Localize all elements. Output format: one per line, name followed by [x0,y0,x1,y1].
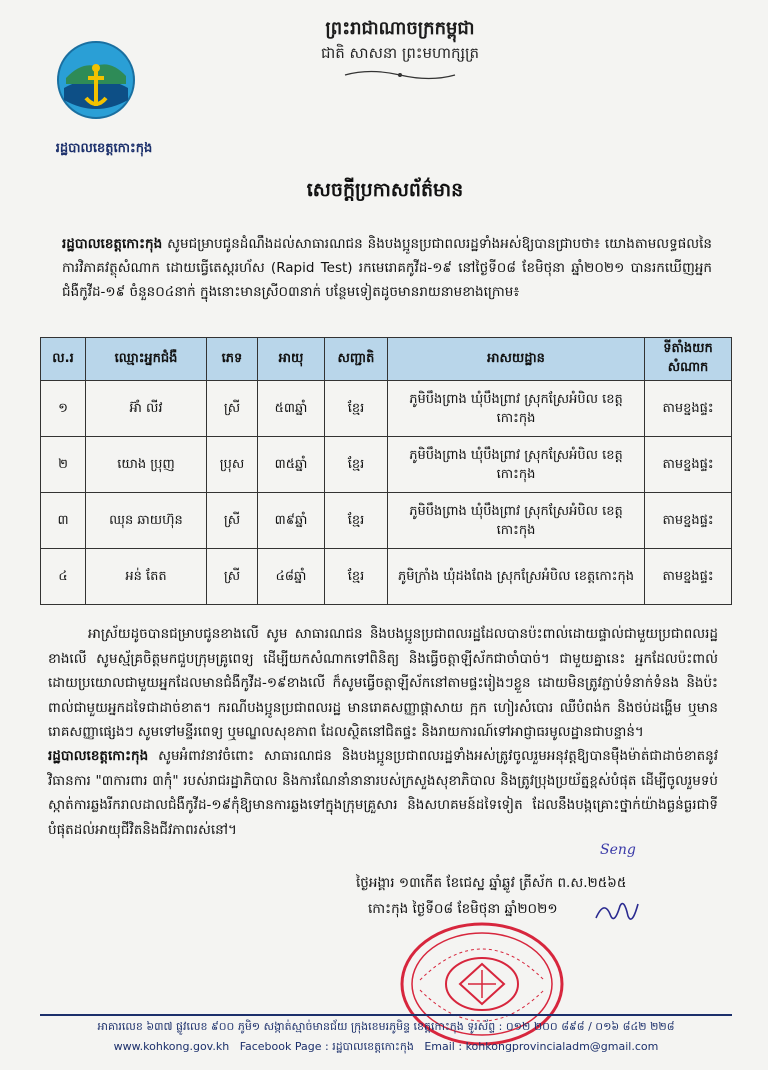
cell-sex: ស្រី [207,381,258,437]
header-nationality: សញ្ជាតិ [325,338,388,381]
cell-sample-location: តាមខ្នងផ្ទះ [645,381,732,437]
cell-name: ឈុន ឆាយហ៊ុន [86,493,207,549]
cell-age: ៥៣ឆ្នាំ [258,381,325,437]
solar-date: កោះកុង ថ្ងៃទី០៨ ខែមិថុនា ឆ្នាំ២០២១ [368,901,558,917]
province-logo-icon [56,40,136,120]
governor-signature [592,896,642,930]
cell-name: អ៊ាំ លីវ [86,381,207,437]
header-age: អាយុ [258,338,325,381]
footer-email-label: Email : [424,1040,463,1053]
cases-table [40,337,732,605]
footer-address: អាគារលេខ ៦៣៧ ផ្លូវលេខ ៩០០ ភូមិ១ សង្កាត់ស្មាច់មានជ័យ ក្រុងខេមរភូមិន្ទ ខេត្តកោះកុង ទូរស័ព្ទ : ០១២ ២០០ ៨៩៨ / ០១៦ ៨៤២ ២២៨ [97,1020,675,1033]
appeal-text: សូមអំពាវនាវចំពោះ សាធារណជន និងបងប្អូនប្រជាពលរដ្ឋទាំងអស់ត្រូវចូលរួមអនុវត្តឱ្យបានម៉ឺងម៉ាត់ជាដាច់ខាតនូវវិធានការ "៣ការពារ ៣កុំ" របស់រាជរដ្ឋាភិបាល និងការណែនាំនានារបស់ក្រសួងសុខាភិបាល និងត្រូវប្រុងប្រយ័ត្នខ្ពស់បំផុត ដើម្បីចូលរួមទប់ស្កាត់ការឆ្លងរីករាលដាលជំងឺកូវីដ-១៩កុំឱ្យមានការឆ្លងទៅក្នុងក្រុមគ្រួសារ និងសហគមន៍ដទៃទៀត ដែលនឹងបង្កគ្រោះថ្នាក់យ៉ាងធ្ងន់ធ្ងរជាទីបំផុតដល់អាយុជីវិតនិងជីវភាពរស់នៅ។ [48,748,718,838]
cell-age: ៤៨ឆ្នាំ [258,549,325,605]
cell-nationality: ខ្មែរ [325,381,388,437]
header-no: ល.រ [41,338,86,381]
table-row [41,437,732,493]
cell-no: ៣ [41,493,86,549]
cell-no: ៤ [41,549,86,605]
footer-divider [40,1014,732,1016]
signature-text: Seng [600,842,636,858]
footer-website-link[interactable]: www.kohkong.gov.kh [113,1040,230,1053]
cell-no: ១ [41,381,86,437]
cell-sex: ស្រី [207,549,258,605]
page-title: សេចក្ដីប្រកាសព័ត៌មាន [306,179,464,201]
header-sample-location: ទីតាំងយកសំណាក [645,338,732,381]
header-ornament [340,68,460,82]
appeal-lead: រដ្ឋបាលខេត្តកោះកុង [48,748,149,764]
table-row [41,549,732,605]
advice-paragraph: អាស្រ័យដូចបានជម្រាបជូនខាងលើ សូម សាធារណជន និងបងប្អូនប្រជាពលរដ្ឋដែលបានប៉ះពាល់ដោយផ្ទាល់ជាមួយប្រជាពលរដ្ឋខាងលើ សូមស្ម័គ្រចិត្តមកជួបក្រុមគ្រូពេទ្យ ដើម្បីយកសំណាកទៅពិនិត្យ និងធ្វើចត្តាឡីស័កជាចាំបាច់។ ជាមួយគ្នានេះ អ្នកដែលប៉ះពាល់ដោយប្រយោលជាមួយអ្នកដែលមានជំងឺកូវីដ-១៩ខាងលើ ក៏សូមធ្វើចត្តាឡីស័កនៅតាមផ្ទះរៀងៗខ្លួន ដោយមិនត្រូវភ្ជាប់ទំនាក់ទំនង និងប៉ះពាល់ជាមួយអ្នកដទៃជាដាច់ខាត។ ករណីបងប្អូនប្រជាពលរដ្ឋ មានរោគសញ្ញាផ្តាសាយ ក្អក ហៀរសំបោរ ឈឺបំពង់ក និងថប់ដង្ហើម ឬមានរោគសញ្ញាផ្សេងៗ សូមទៅមន្ទីរពេទ្យ ឬមណ្ឌលសុខភាព ដែលស្ថិតនៅជិតផ្ទះ និងរាយការណ៍ទៅអាជ្ញាធរមូលដ្ឋានជាបន្ទាន់។ [48,626,718,740]
table-header-row [41,338,732,381]
footer-facebook-label: Facebook Page : [239,1040,329,1053]
cell-address: ភូមិបឹងព្រាង ឃុំបឹងព្រាវ ស្រុកស្រែអំបិល ខេត្តកោះកុង [388,437,645,493]
footer-facebook-link[interactable]: រដ្ឋបាលខេត្តកោះកុង [332,1040,414,1053]
intro-text: សូមជម្រាបជូនដំណឹងដល់សាធារណជន និងបងប្អូនប្រជាពលរដ្ឋទាំងអស់ឱ្យបានជ្រាបថា៖ យោងតាមលទ្ធផលនៃការវិភាគវត្ថុសំណាក ដោយធ្វើតេស្តរហ័ស (Rapid Test) រកមេរោគកូវីដ-១៩ នៅថ្ងៃទី០៨ ខែមិថុនា ឆ្នាំ២០២១ បានរកឃើញអ្នកជំងឺកូវីដ-១៩ ចំនួន០៤នាក់ ក្នុងនោះមានស្រី០៣នាក់ បន្ថែមទៀតដូចមានរាយនាមខាងក្រោម៖ [62,236,712,300]
kingdom-heading: ព្រះរាជាណាចក្រកម្ពុជា [325,18,475,39]
cell-sample-location: តាមខ្នងផ្ទះ [645,549,732,605]
header-address: អាសយដ្ឋាន [388,338,645,381]
initial-signature [598,838,648,860]
cell-address: ភូមិក្រាំង ឃុំដងពែង ស្រុកស្រែអំបិល ខេត្តកោះកុង [388,549,645,605]
lunar-date: ថ្ងៃអង្គារ ១៣កើត ខែជេស្ឋ ឆ្នាំឆ្លូវ ត្រីស័ក ព.ស.២៥៦៥ [356,875,627,891]
cell-sex: ប្រុស [207,437,258,493]
appeal-paragraph [48,744,718,842]
header-sex: ភេទ [207,338,258,381]
cell-age: ៣៩ឆ្នាំ [258,493,325,549]
cell-nationality: ខ្មែរ [325,549,388,605]
cell-age: ៣៥ឆ្នាំ [258,437,325,493]
cell-address: ភូមិបឹងព្រាង ឃុំបឹងព្រាវ ស្រុកស្រែអំបិល ខេត្តកោះកុង [388,493,645,549]
table-row [41,381,732,437]
cell-nationality: ខ្មែរ [325,437,388,493]
cell-sex: ស្រី [207,493,258,549]
table-row [41,493,732,549]
cell-name: អន់ តែត [86,549,207,605]
header-name: ឈ្មោះអ្នកជំងឺ [86,338,207,381]
cell-name: យោង ប្រុញ [86,437,207,493]
cell-nationality: ខ្មែរ [325,493,388,549]
issuing-authority-name: រដ្ឋបាលខេត្តកោះកុង [55,141,153,156]
intro-lead: រដ្ឋបាលខេត្តកោះកុង [62,236,163,252]
cell-sample-location: តាមខ្នងផ្ទះ [645,437,732,493]
cell-address: ភូមិបឹងព្រាង ឃុំបឹងព្រាវ ស្រុកស្រែអំបិល ខេត្តកោះកុង [388,381,645,437]
cell-no: ២ [41,437,86,493]
footer-contacts [40,1040,732,1056]
intro-paragraph [62,232,712,304]
footer-email-link[interactable]: kohkongprovincialadm@gmail.com [465,1040,659,1053]
national-motto: ជាតិ សាសនា ព្រះមហាក្សត្រ [320,44,480,62]
cell-sample-location: តាមខ្នងផ្ទះ [645,493,732,549]
